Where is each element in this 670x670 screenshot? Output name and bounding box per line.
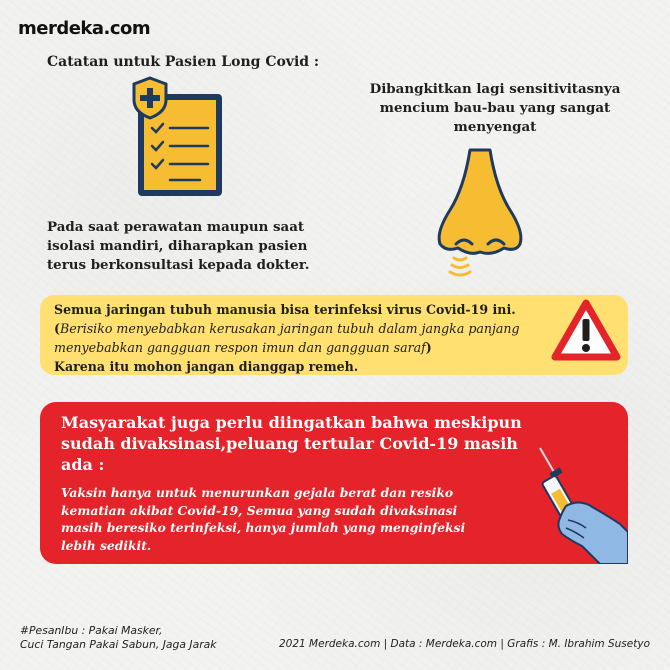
warning-line-1: Semua jaringan tubuh manusia bisa terinfeksi virus Covid-19 ini. bbox=[54, 302, 516, 317]
warning-italic-text: Berisiko menyebabkan kerusakan jaringan tubuh dalam jangka panjang menyebabkan gangguan respon imun dan gangguan saraf bbox=[54, 321, 520, 355]
footer-hashtag-line-1: #PesanIbu : Pakai Masker, bbox=[20, 624, 163, 637]
paren-close: ) bbox=[425, 340, 432, 355]
footer-hashtag-line-2: Cuci Tangan Pakai Sabun, Jaga Jarak bbox=[20, 638, 217, 651]
warning-box bbox=[40, 295, 628, 375]
paren-open: ( bbox=[54, 321, 60, 336]
brand-logo: merdeka.com bbox=[18, 18, 151, 39]
consult-doctor-text: Pada saat perawatan maupun saat isolasi mandiri, diharapkan pasien terus berkonsultasi kepada dokter. bbox=[47, 219, 310, 273]
nose-icon bbox=[430, 148, 530, 278]
warning-text bbox=[54, 300, 554, 376]
smell-sensitivity-text: Dibangkitkan lagi sensitivitasnya mencium bau-bau yang sangat menyengat bbox=[369, 81, 621, 135]
vaccine-title: Masyarakat juga perlu diingatkan bahwa meskipun sudah divaksinasi,peluang tertular Covid-19 masih ada : bbox=[61, 413, 522, 474]
footer-hashtag bbox=[20, 624, 217, 652]
vaccine-body: Vaksin hanya untuk menurunkan gejala berat dan resiko kematian akibat Covid-19, Semua yang sudah divaksinasi masih beresiko terinfeksi, hanya jumlah yang menginfeksi lebih sedikit. bbox=[61, 485, 466, 553]
clipboard-shield-checklist-icon bbox=[130, 76, 230, 201]
vaccine-box bbox=[40, 402, 628, 564]
syringe-glove-icon bbox=[496, 442, 628, 564]
notes-heading: Catatan untuk Pasien Long Covid : bbox=[47, 54, 320, 70]
warning-line-3: Karena itu mohon jangan dianggap remeh. bbox=[54, 359, 359, 374]
warning-triangle-icon bbox=[550, 297, 622, 363]
footer-credits: 2021 Merdeka.com | Data : Merdeka.com | Grafis : M. Ibrahim Susetyo bbox=[279, 638, 650, 650]
